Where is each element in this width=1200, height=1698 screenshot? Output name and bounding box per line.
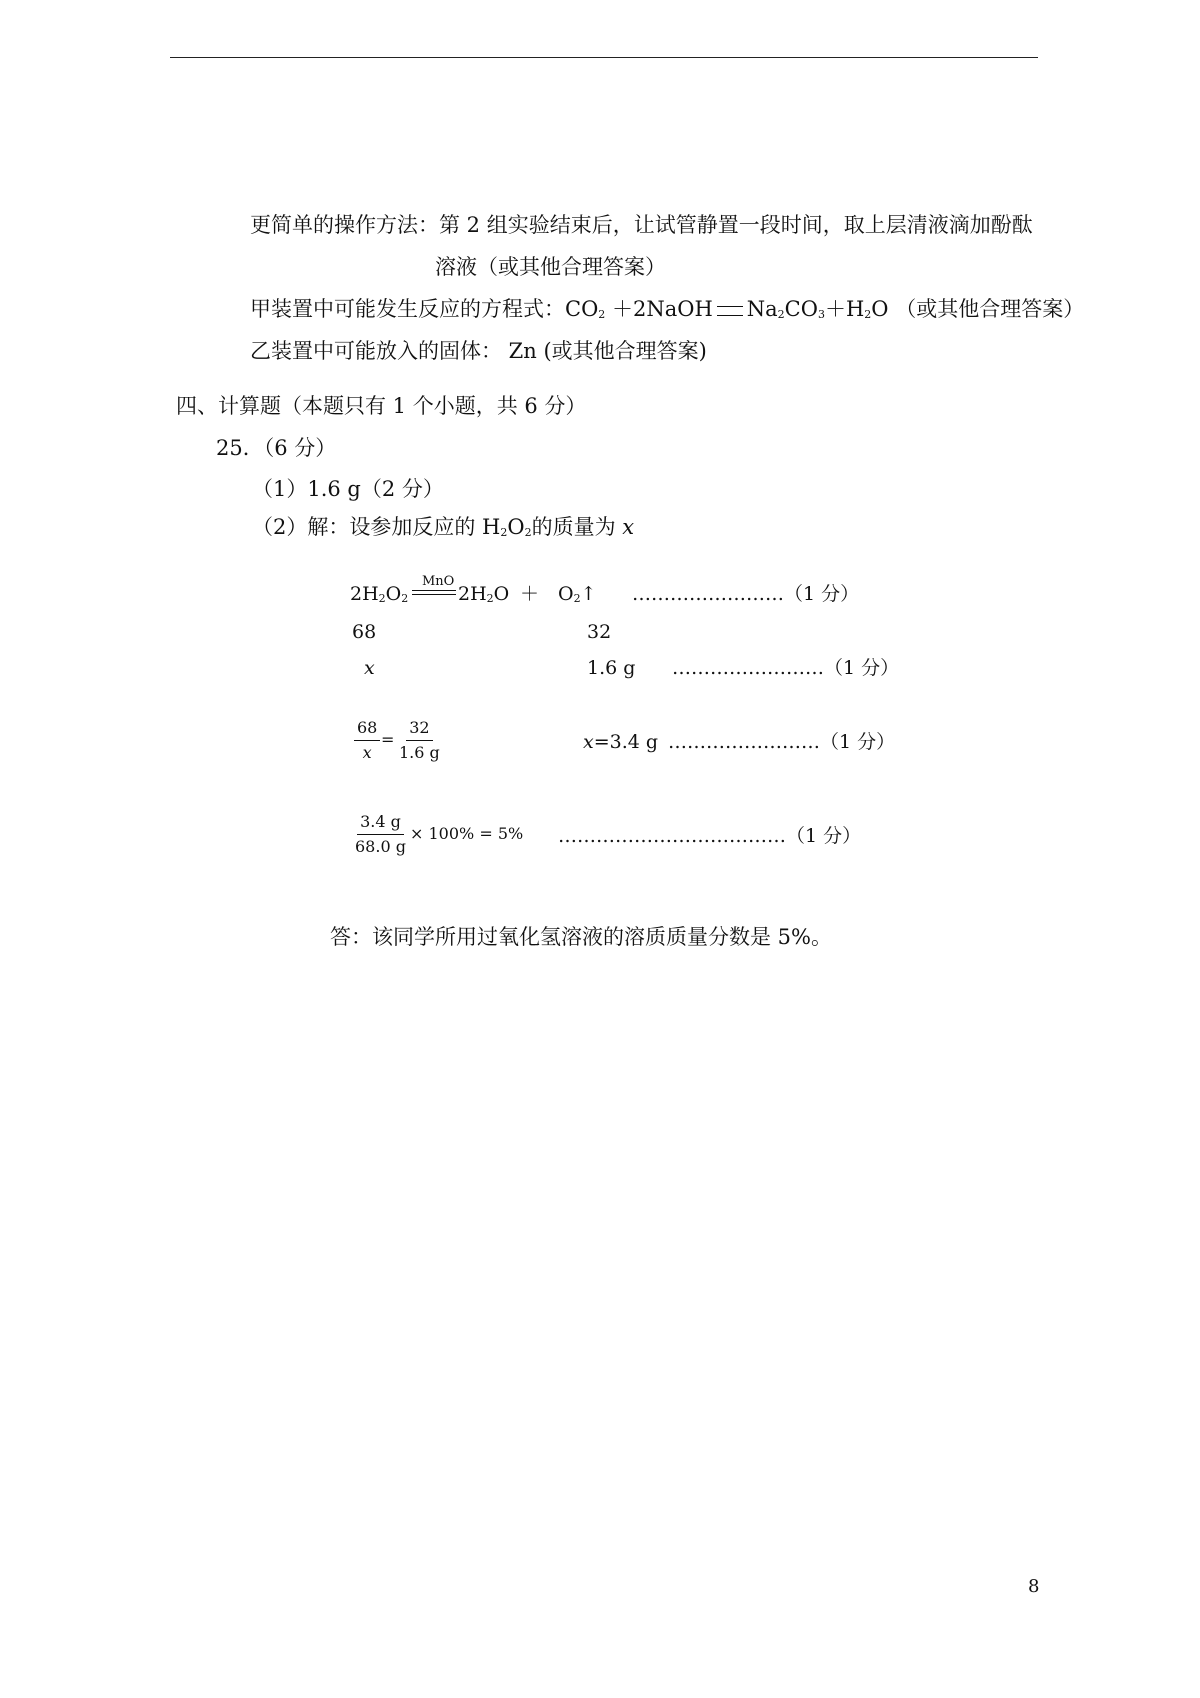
- equation-product-oxygen: $O_2↑$: [558, 583, 597, 605]
- part-1-answer: （1）1.6 g（2 分）: [252, 477, 444, 501]
- oxygen-mass: 1.6 g: [587, 657, 636, 679]
- fraction-32-over-mass: $\frac{32}{1.6 g}$: [399, 718, 440, 762]
- molar-mass-o2: 32: [587, 621, 612, 643]
- fraction-percent: $\frac{3.4 g}{68.0 g}$: [355, 812, 406, 856]
- equation-product-water: $2H_2O$: [458, 583, 510, 605]
- molar-mass-h2o2: 68: [352, 621, 377, 643]
- section-heading: 四、计算题（本题只有 1 个小题，共 6 分）: [176, 394, 587, 418]
- text-line-continuation: 溶液（或其他合理答案）: [435, 255, 666, 279]
- score-line-2: ……………………（1 分）: [672, 657, 900, 679]
- score-line-3: ……………………（1 分）: [668, 731, 896, 753]
- fraction-68-over-x: $\frac{68}{x}$: [354, 718, 380, 763]
- page-number: 8: [1028, 1576, 1040, 1597]
- text-line-simpler-method: 更简单的操作方法：第 2 组实验结束后，让试管静置一段时间，取上层清液滴加酚酞: [250, 213, 1033, 237]
- header-rule: [170, 57, 1038, 58]
- final-answer: 答：该同学所用过氧化氢溶液的溶质质量分数是 5%。: [330, 925, 832, 949]
- equation-plus: ＋: [520, 583, 540, 605]
- score-line-1: ……………………（1 分）: [632, 583, 860, 605]
- equals-sign: [717, 306, 743, 316]
- text-line-solid-b: 乙装置中可能放入的固体： Zn (或其他合理答案): [250, 339, 707, 363]
- result-x: x=3.4 g: [583, 731, 659, 753]
- percent-expression: × 100% = 5%: [410, 824, 524, 843]
- unknown-x: x: [364, 657, 375, 679]
- score-line-4: ………………………………（1 分）: [558, 825, 862, 847]
- part-2-intro: （2）解：设参加反应的 $H_2O_2$的质量为 x: [252, 515, 635, 539]
- catalyst-condition: MnO: [410, 578, 458, 602]
- equation-reactant: $2H_2O_2$: [350, 583, 409, 605]
- question-number: 25．（6 分）: [216, 436, 337, 460]
- proportion-equals: =: [381, 730, 395, 749]
- text-line-equation-a: 甲装置中可能发生反应的方程式：$CO_2$ ＋2NaOH $Na_2CO_3+H_2O$ （或其他合理答案）: [250, 297, 1085, 321]
